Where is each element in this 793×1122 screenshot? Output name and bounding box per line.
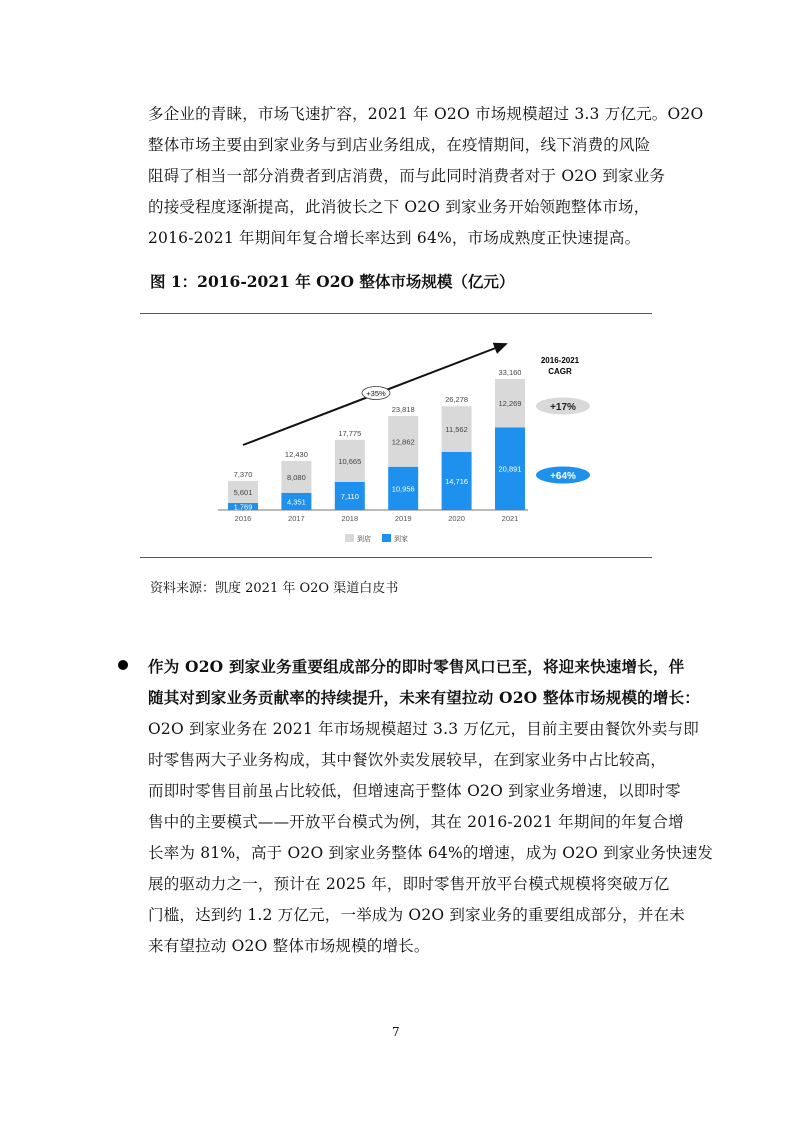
value-label-total: 12,430 xyxy=(284,449,308,459)
text-line: 而即时零售目前虽占比较低，但增速高于整体 O2O 到家业务增速，以即时零 xyxy=(148,782,681,800)
x-tick-label: 2017 xyxy=(288,514,305,523)
market-size-chart xyxy=(140,314,652,556)
bottom-rule xyxy=(140,557,652,558)
value-label-total: 33,160 xyxy=(498,368,522,378)
value-label-store: 10,665 xyxy=(338,456,362,466)
text-line: O2O 到家业务在 2021 年市场规模超过 3.3 万亿元，目前主要由餐饮外卖与即 xyxy=(148,720,699,738)
cagr-title: 2016-2021 xyxy=(540,356,580,365)
x-tick-label: 2016 xyxy=(234,514,252,523)
text-line: 多企业的青睐，市场飞速扩容，2021 年 O2O 市场规模超过 3.3 万亿元。O2O xyxy=(148,105,704,123)
cagr-title: CAGR xyxy=(548,367,572,376)
value-label-store: 12,269 xyxy=(498,399,522,409)
value-label-home: 1,769 xyxy=(233,502,253,512)
figure-caption: 图 1：2016-2021 年 O2O 整体市场规模（亿元） xyxy=(150,272,515,291)
bullet-heading-line: 随其对到家业务贡献率的持续提升，未来有望拉动 O2O 整体市场规模的增长： xyxy=(148,688,700,707)
trend-label: +35% xyxy=(366,389,386,398)
text-line: 门槛，达到约 1.2 万亿元，一举成为 O2O 到家业务的重要组成部分，并在未 xyxy=(148,906,685,924)
value-label-home: 4,351 xyxy=(287,497,306,507)
text-line: 2016-2021 年期间年复合增长率达到 64%，市场成熟度正快速提高。 xyxy=(148,229,641,247)
value-label-total: 23,818 xyxy=(391,404,415,414)
x-tick-label: 2019 xyxy=(394,514,412,523)
legend-label-store: 到店 xyxy=(357,536,371,543)
value-label-home: 7,110 xyxy=(340,491,359,501)
value-label-store: 11,562 xyxy=(445,425,468,435)
bullet-icon xyxy=(118,660,128,670)
text-line: 展的驱动力之一，预计在 2025 年，即时零售开放平台模式规模将突破万亿 xyxy=(148,875,670,893)
legend-label-home: 到家 xyxy=(394,536,408,543)
cagr-store-label: +17% xyxy=(550,402,576,413)
value-label-total: 17,775 xyxy=(338,428,362,438)
value-label-home: 20,891 xyxy=(498,464,522,474)
value-label-total: 26,278 xyxy=(445,395,469,405)
x-tick-label: 2018 xyxy=(341,514,359,523)
bullet-heading-line: 作为 O2O 到家业务重要组成部分的即时零售风口已至，将迎来快速增长，伴 xyxy=(148,657,685,676)
cagr-home-label: +64% xyxy=(550,471,576,482)
source-note: 资料来源：凯度 2021 年 O2O 渠道白皮书 xyxy=(150,581,399,596)
text-line: 长率为 81%，高于 O2O 到家业务整体 64%的增速，成为 O2O 到家业务快速发 xyxy=(148,844,714,862)
x-tick-label: 2021 xyxy=(501,514,519,523)
value-label-total: 7,370 xyxy=(233,469,253,479)
text-line: 时零售两大子业务构成，其中餐饮外卖发展较早，在到家业务中占比较高， xyxy=(148,751,667,769)
value-label-home: 14,716 xyxy=(445,476,469,486)
text-line: 的接受程度逐渐提高，此消彼长之下 O2O 到家业务开始领跑整体市场， xyxy=(148,198,650,216)
page-number: 7 xyxy=(392,1025,400,1039)
text-line: 阻碍了相当一部分消费者到店消费，而与此同时消费者对于 O2O 到家业务 xyxy=(148,167,666,185)
x-tick-label: 2020 xyxy=(448,514,465,523)
text-line: 售中的主要模式——开放平台模式为例，其在 2016-2021 年期间的年复合增 xyxy=(148,813,684,831)
value-label-store: 8,080 xyxy=(287,472,306,482)
value-label-home: 10,956 xyxy=(391,484,415,494)
text-line: 整体市场主要由到家业务与到店业务组成，在疫情期间，线下消费的风险 xyxy=(148,136,651,154)
value-label-store: 12,862 xyxy=(391,437,415,447)
value-label-store: 5,601 xyxy=(233,487,253,497)
legend-swatch-store xyxy=(345,534,354,542)
text-line: 来有望拉动 O2O 整体市场规模的增长。 xyxy=(148,937,430,955)
legend-swatch-home xyxy=(382,534,391,542)
